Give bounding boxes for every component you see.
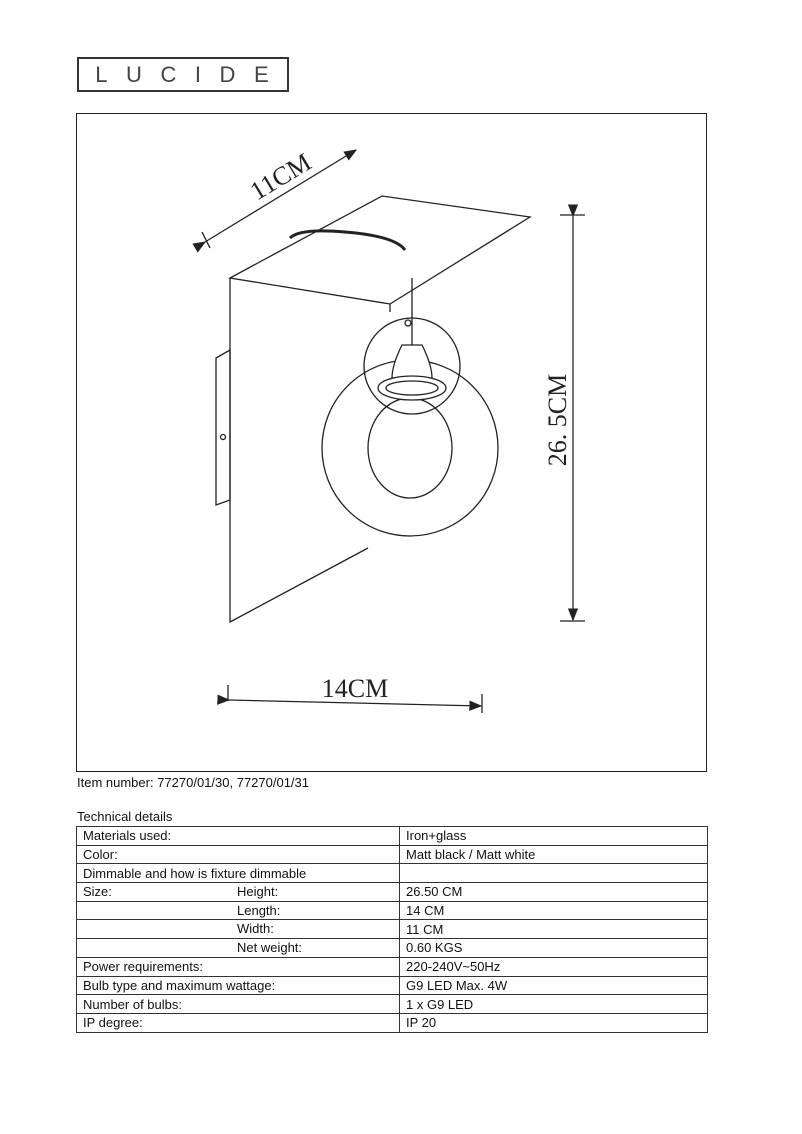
row-label: Size: [83, 884, 112, 900]
logo-letter: E [253, 61, 271, 87]
row-sublabel: Height: [237, 884, 279, 900]
bulb [368, 398, 452, 498]
technical-details-title: Technical details [77, 809, 173, 824]
screw-icon [221, 435, 226, 440]
row-label: Dimmable and how is fixture dimmable [83, 865, 307, 881]
row-label-cell [77, 864, 400, 883]
row-label-cell [77, 901, 400, 920]
row-value: 1 x G9 LED [400, 995, 708, 1014]
technical-details-table [76, 826, 708, 1033]
height-label: 26. 5CM [543, 373, 572, 467]
row-sublabel: Net weight: [237, 940, 303, 956]
logo-letter: U [126, 61, 144, 87]
lamp-line-drawing [76, 113, 707, 772]
row-label-cell [77, 957, 400, 976]
logo-letter: L [95, 61, 110, 87]
width-label: 11CM [245, 147, 317, 207]
row-value: G9 LED Max. 4W [400, 976, 708, 995]
row-value: Iron+glass [400, 827, 708, 846]
wall-bracket [216, 350, 230, 505]
row-label-cell [77, 939, 400, 958]
row-label-cell [77, 1013, 400, 1032]
row-label-cell [77, 883, 400, 902]
logo-letter: I [194, 61, 204, 87]
row-label-cell [77, 845, 400, 864]
logo-letter: D [219, 61, 238, 87]
row-sublabel: Length: [237, 902, 281, 918]
table-row [77, 864, 708, 883]
lucide-logo [77, 57, 289, 92]
socket [392, 345, 432, 378]
table-row [77, 845, 708, 864]
top-plate [230, 196, 530, 304]
row-label: Materials used: [83, 828, 172, 844]
row-value: 26.50 CM [400, 883, 708, 902]
item-number: Item number: 77270/01/30, 77270/01/31 [77, 775, 310, 790]
row-label-cell [77, 995, 400, 1014]
row-label: Color: [83, 847, 118, 863]
row-label: Number of bulbs: [83, 996, 182, 1012]
row-label: Power requirements: [83, 959, 203, 975]
product-drawing [76, 113, 707, 772]
row-label-cell [77, 976, 400, 995]
table-row [77, 827, 708, 846]
socket-ring [378, 376, 446, 400]
table-row [77, 1013, 708, 1032]
row-value: IP 20 [400, 1013, 708, 1032]
row-value [400, 864, 708, 883]
row-sublabel: Width: [237, 921, 274, 937]
table-row [77, 939, 708, 958]
handle [290, 231, 405, 250]
table-row [77, 995, 708, 1014]
row-value: Matt black / Matt white [400, 845, 708, 864]
length-label: 14CM [321, 674, 389, 703]
back-plate [230, 278, 368, 622]
table-row [77, 920, 708, 939]
row-value: 14 CM [400, 901, 708, 920]
table-row [77, 957, 708, 976]
row-label-cell [77, 920, 400, 939]
logo-letter: C [160, 61, 179, 87]
row-label: Bulb type and maximum wattage: [83, 977, 276, 993]
row-value: 0.60 KGS [400, 939, 708, 958]
row-value: 220-240V~50Hz [400, 957, 708, 976]
row-label-cell [77, 827, 400, 846]
row-value: 11 CM [400, 920, 708, 939]
row-label: IP degree: [83, 1015, 143, 1031]
table-row [77, 883, 708, 902]
table-row [77, 901, 708, 920]
table-row [77, 976, 708, 995]
